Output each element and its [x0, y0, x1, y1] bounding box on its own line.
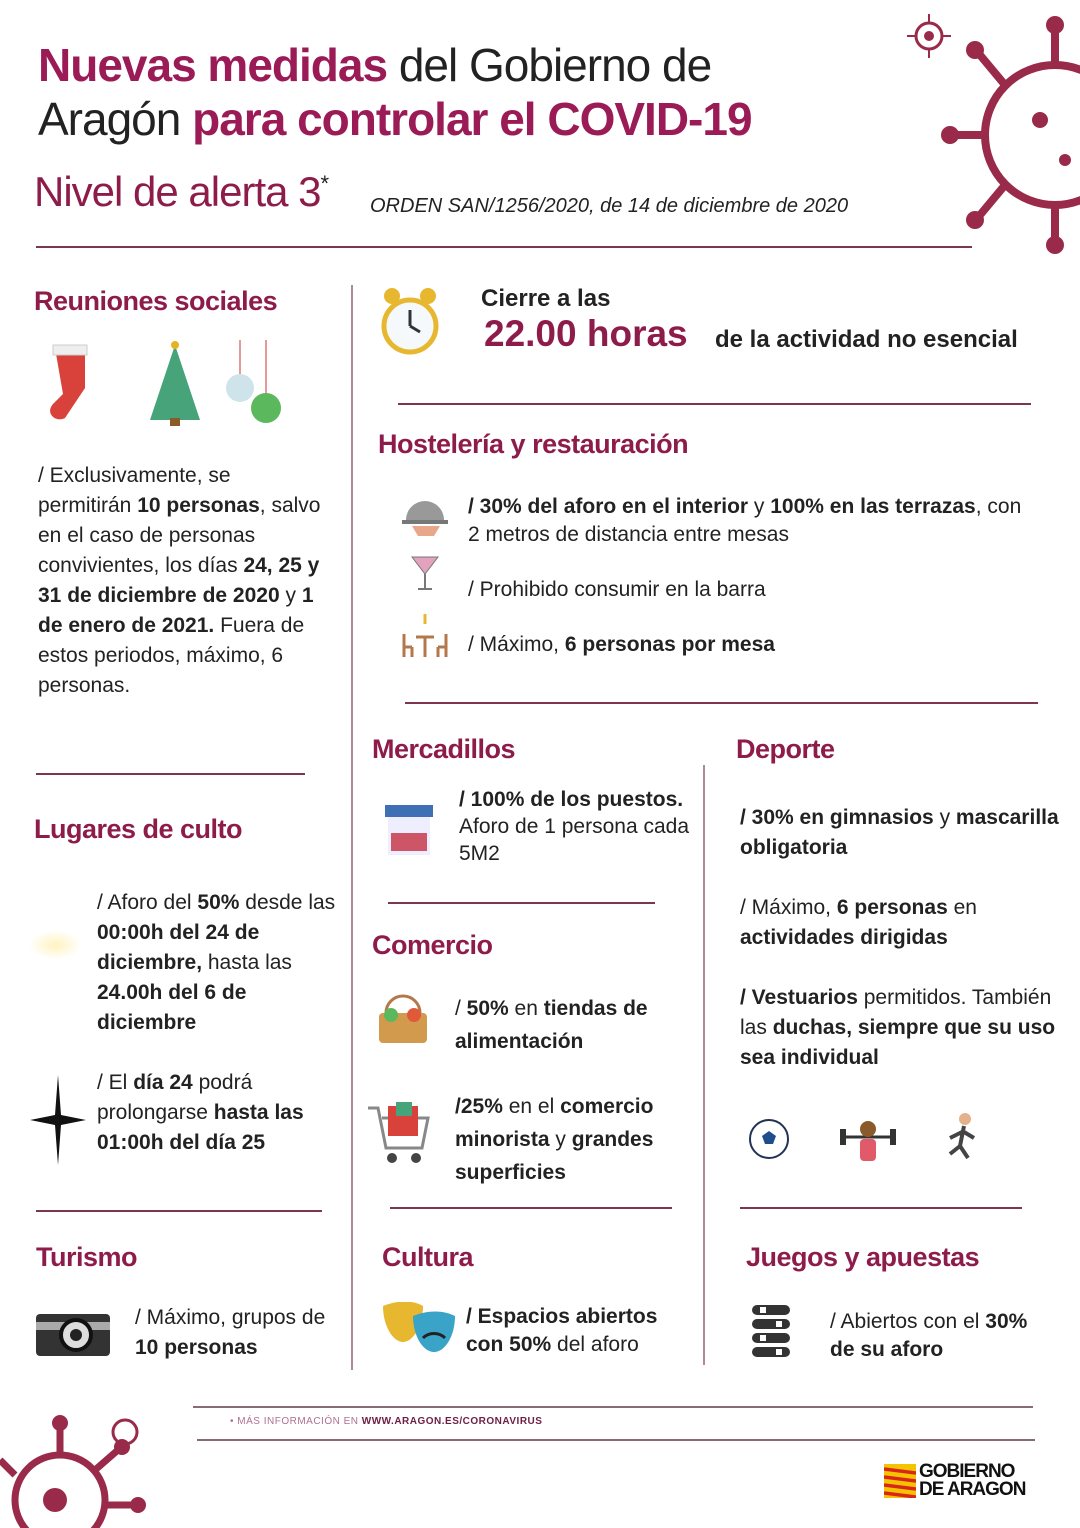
mercadillos-text [459, 786, 689, 867]
text-segment: / Espacios abiertos con 50% [466, 1305, 658, 1356]
deporte-item [740, 983, 1060, 1073]
heading-hosteleria: Hostelería y restauración [378, 429, 689, 459]
logo-line-2: DE ARAGON [919, 1479, 1026, 1500]
theater-masks-icon [381, 1302, 457, 1354]
gobierno-aragon-logo [884, 1463, 1025, 1499]
heading-turismo: Turismo [36, 1242, 138, 1272]
hosteleria-item [468, 630, 775, 660]
text-segment: permitidos. También las [740, 986, 1052, 1039]
grocery-basket-icon [376, 993, 430, 1047]
cloche-icon [402, 490, 448, 540]
order-reference: ORDEN SAN/1256/2020, de 14 de diciembre de 2020 [370, 195, 849, 217]
text-segment: / [455, 997, 467, 1020]
text-segment: Nuevas medidas [38, 39, 388, 91]
text-segment: / Máximo, grupos de [135, 1306, 326, 1329]
text-segment: / 100% de los puestos. [459, 788, 684, 811]
text-segment: / Aforo del [97, 891, 198, 914]
divider [36, 246, 972, 248]
divider [390, 1207, 672, 1209]
divider [398, 403, 1031, 405]
text-segment: mascarilla obligatoria [740, 806, 1059, 859]
text-segment: / 30% del aforo en el interior [468, 495, 749, 518]
text-segment: comercio minorista [455, 1095, 654, 1151]
divider [740, 1207, 1022, 1209]
virus-decoration-bottom-icon [0, 1405, 150, 1528]
glow-icon [28, 930, 83, 960]
more-info-label: MÁS INFORMACIÓN EN [237, 1416, 362, 1427]
alert-level [34, 168, 328, 216]
heading-mercadillos: Mercadillos [372, 734, 516, 764]
text-segment: 30% de su aforo [830, 1310, 1028, 1361]
deporte-item [740, 893, 1060, 953]
text-segment: / Vestuarios [740, 986, 858, 1009]
page-title-line-2 [38, 92, 752, 146]
star-icon [30, 1075, 86, 1165]
text-segment: / Máximo, [740, 896, 837, 919]
text-segment: / 30% en gimnasios [740, 806, 934, 829]
juegos-text [830, 1308, 1050, 1364]
ornaments-icon [226, 340, 281, 423]
divider [193, 1406, 1033, 1408]
text-segment: 10 personas [137, 494, 260, 517]
comercio-item [455, 1090, 695, 1189]
text-segment: 50% [197, 891, 240, 914]
text-segment: 100% en las terrazas [770, 495, 976, 518]
text-segment: / Abiertos con el [830, 1310, 986, 1333]
page-title-line-1 [38, 38, 711, 92]
cultura-text [466, 1303, 696, 1359]
culto-item [97, 888, 347, 1038]
column-divider [703, 765, 705, 1365]
text-segment: / Exclusivamente, se permitirán [38, 464, 231, 517]
text-segment: duchas, siempre que su uso sea individual [740, 1016, 1056, 1069]
market-stall-icon [383, 803, 435, 858]
hosteleria-item [468, 493, 1028, 549]
divider [197, 1439, 1035, 1441]
deporte-item [740, 803, 1060, 863]
alert-footnote-mark: * [320, 171, 329, 196]
heading-culto: Lugares de culto [34, 814, 243, 844]
text-segment: día 24 [133, 1071, 193, 1094]
text-segment: 24, 25 y 31 de diciembre de 2020 [38, 554, 320, 607]
text-segment: Fuera de estos periodos, máximo, 6 personas. [38, 614, 305, 697]
heading-deporte: Deporte [736, 734, 835, 764]
virus-decoration-icon [940, 10, 1080, 260]
text-segment: hasta las [202, 951, 292, 974]
heading-comercio: Comercio [372, 930, 493, 960]
weightlifter-icon [838, 1115, 898, 1165]
text-segment: / Prohibido consumir en la barra [468, 578, 766, 601]
text-segment: 6 personas por mesa [564, 633, 775, 656]
text-segment: hasta las 01:00h del día 25 [97, 1101, 304, 1154]
text-segment: , salvo en el caso de personas convivientes, los días [38, 494, 321, 577]
stocking-icon [50, 345, 87, 419]
text-segment: podrá prolongarse [97, 1071, 253, 1124]
more-info-link[interactable]: WWW.ARAGON.ES/CORONAVIRUS [361, 1416, 543, 1427]
christmas-tree-icon [150, 341, 200, 426]
table-chairs-icon [400, 612, 450, 660]
text-segment: 1 de enero de 2021. [38, 584, 314, 637]
text-segment: Aforo de 1 persona cada 5M2 [459, 815, 689, 865]
divider [36, 773, 305, 775]
divider [405, 702, 1038, 704]
soccer-ball-icon [748, 1118, 790, 1160]
text-segment: 24.00h del 6 de diciembre [97, 981, 247, 1034]
text-segment: tiendas de alimentación [455, 997, 648, 1053]
text-segment: y [279, 584, 302, 607]
shopping-cart-icon [366, 1100, 432, 1166]
text-segment: 6 personas [836, 896, 948, 919]
comercio-item [455, 992, 690, 1058]
text-segment: y [549, 1128, 572, 1151]
text-segment: para controlar el COVID-19 [192, 93, 752, 145]
heading-reuniones: Reuniones sociales [34, 286, 278, 316]
poker-chips-icon [750, 1303, 792, 1359]
more-info: • MÁS INFORMACIÓN EN WWW.ARAGON.ES/CORONAVIRUS [230, 1416, 543, 1427]
text-segment: del Gobierno de [387, 39, 712, 91]
runner-icon [940, 1112, 980, 1170]
aragon-flag-icon [884, 1464, 916, 1498]
text-segment: en el [502, 1095, 561, 1118]
text-segment: del aforo [551, 1333, 639, 1356]
culto-item [97, 1068, 347, 1158]
divider [388, 902, 655, 904]
text-segment: , con 2 metros de distancia entre mesas [468, 495, 1022, 546]
text-segment: 00:00h del 24 de diciembre, [97, 921, 260, 974]
text-segment: / Máximo, [468, 633, 565, 656]
divider [36, 1210, 322, 1212]
text-segment: / El [97, 1071, 134, 1094]
text-segment: 50% [466, 997, 509, 1020]
closing-scope: de la actividad no esencial [715, 326, 1018, 353]
text-segment: en [508, 997, 544, 1020]
christmas-icons [40, 340, 290, 430]
small-virus-icon [905, 12, 953, 60]
turismo-text [135, 1303, 335, 1363]
closing-time: 22.00 horas [484, 313, 688, 354]
text-segment: actividades dirigidas [740, 926, 948, 949]
closing-label: Cierre a las [481, 285, 611, 312]
alarm-clock-icon [380, 284, 440, 359]
reuniones-text [38, 461, 323, 701]
cocktail-icon [410, 552, 440, 592]
text-segment: en [947, 896, 977, 919]
column-divider [351, 285, 353, 1370]
heading-cultura: Cultura [382, 1242, 473, 1272]
text-segment: y [933, 806, 956, 829]
camera-icon [36, 1308, 110, 1356]
text-segment: desde las [239, 891, 336, 914]
heading-juegos: Juegos y apuestas [746, 1242, 980, 1272]
text-segment: grandes superficies [455, 1128, 654, 1184]
alert-level-text: Nivel de alerta 3 [34, 168, 321, 215]
logo-line-1: GOBIERNO [919, 1461, 1015, 1482]
text-segment: /25% [455, 1095, 503, 1118]
text-segment: 10 personas [135, 1336, 258, 1359]
text-segment: Aragón [38, 93, 193, 145]
text-segment: y [748, 495, 771, 518]
hosteleria-item [468, 575, 766, 605]
